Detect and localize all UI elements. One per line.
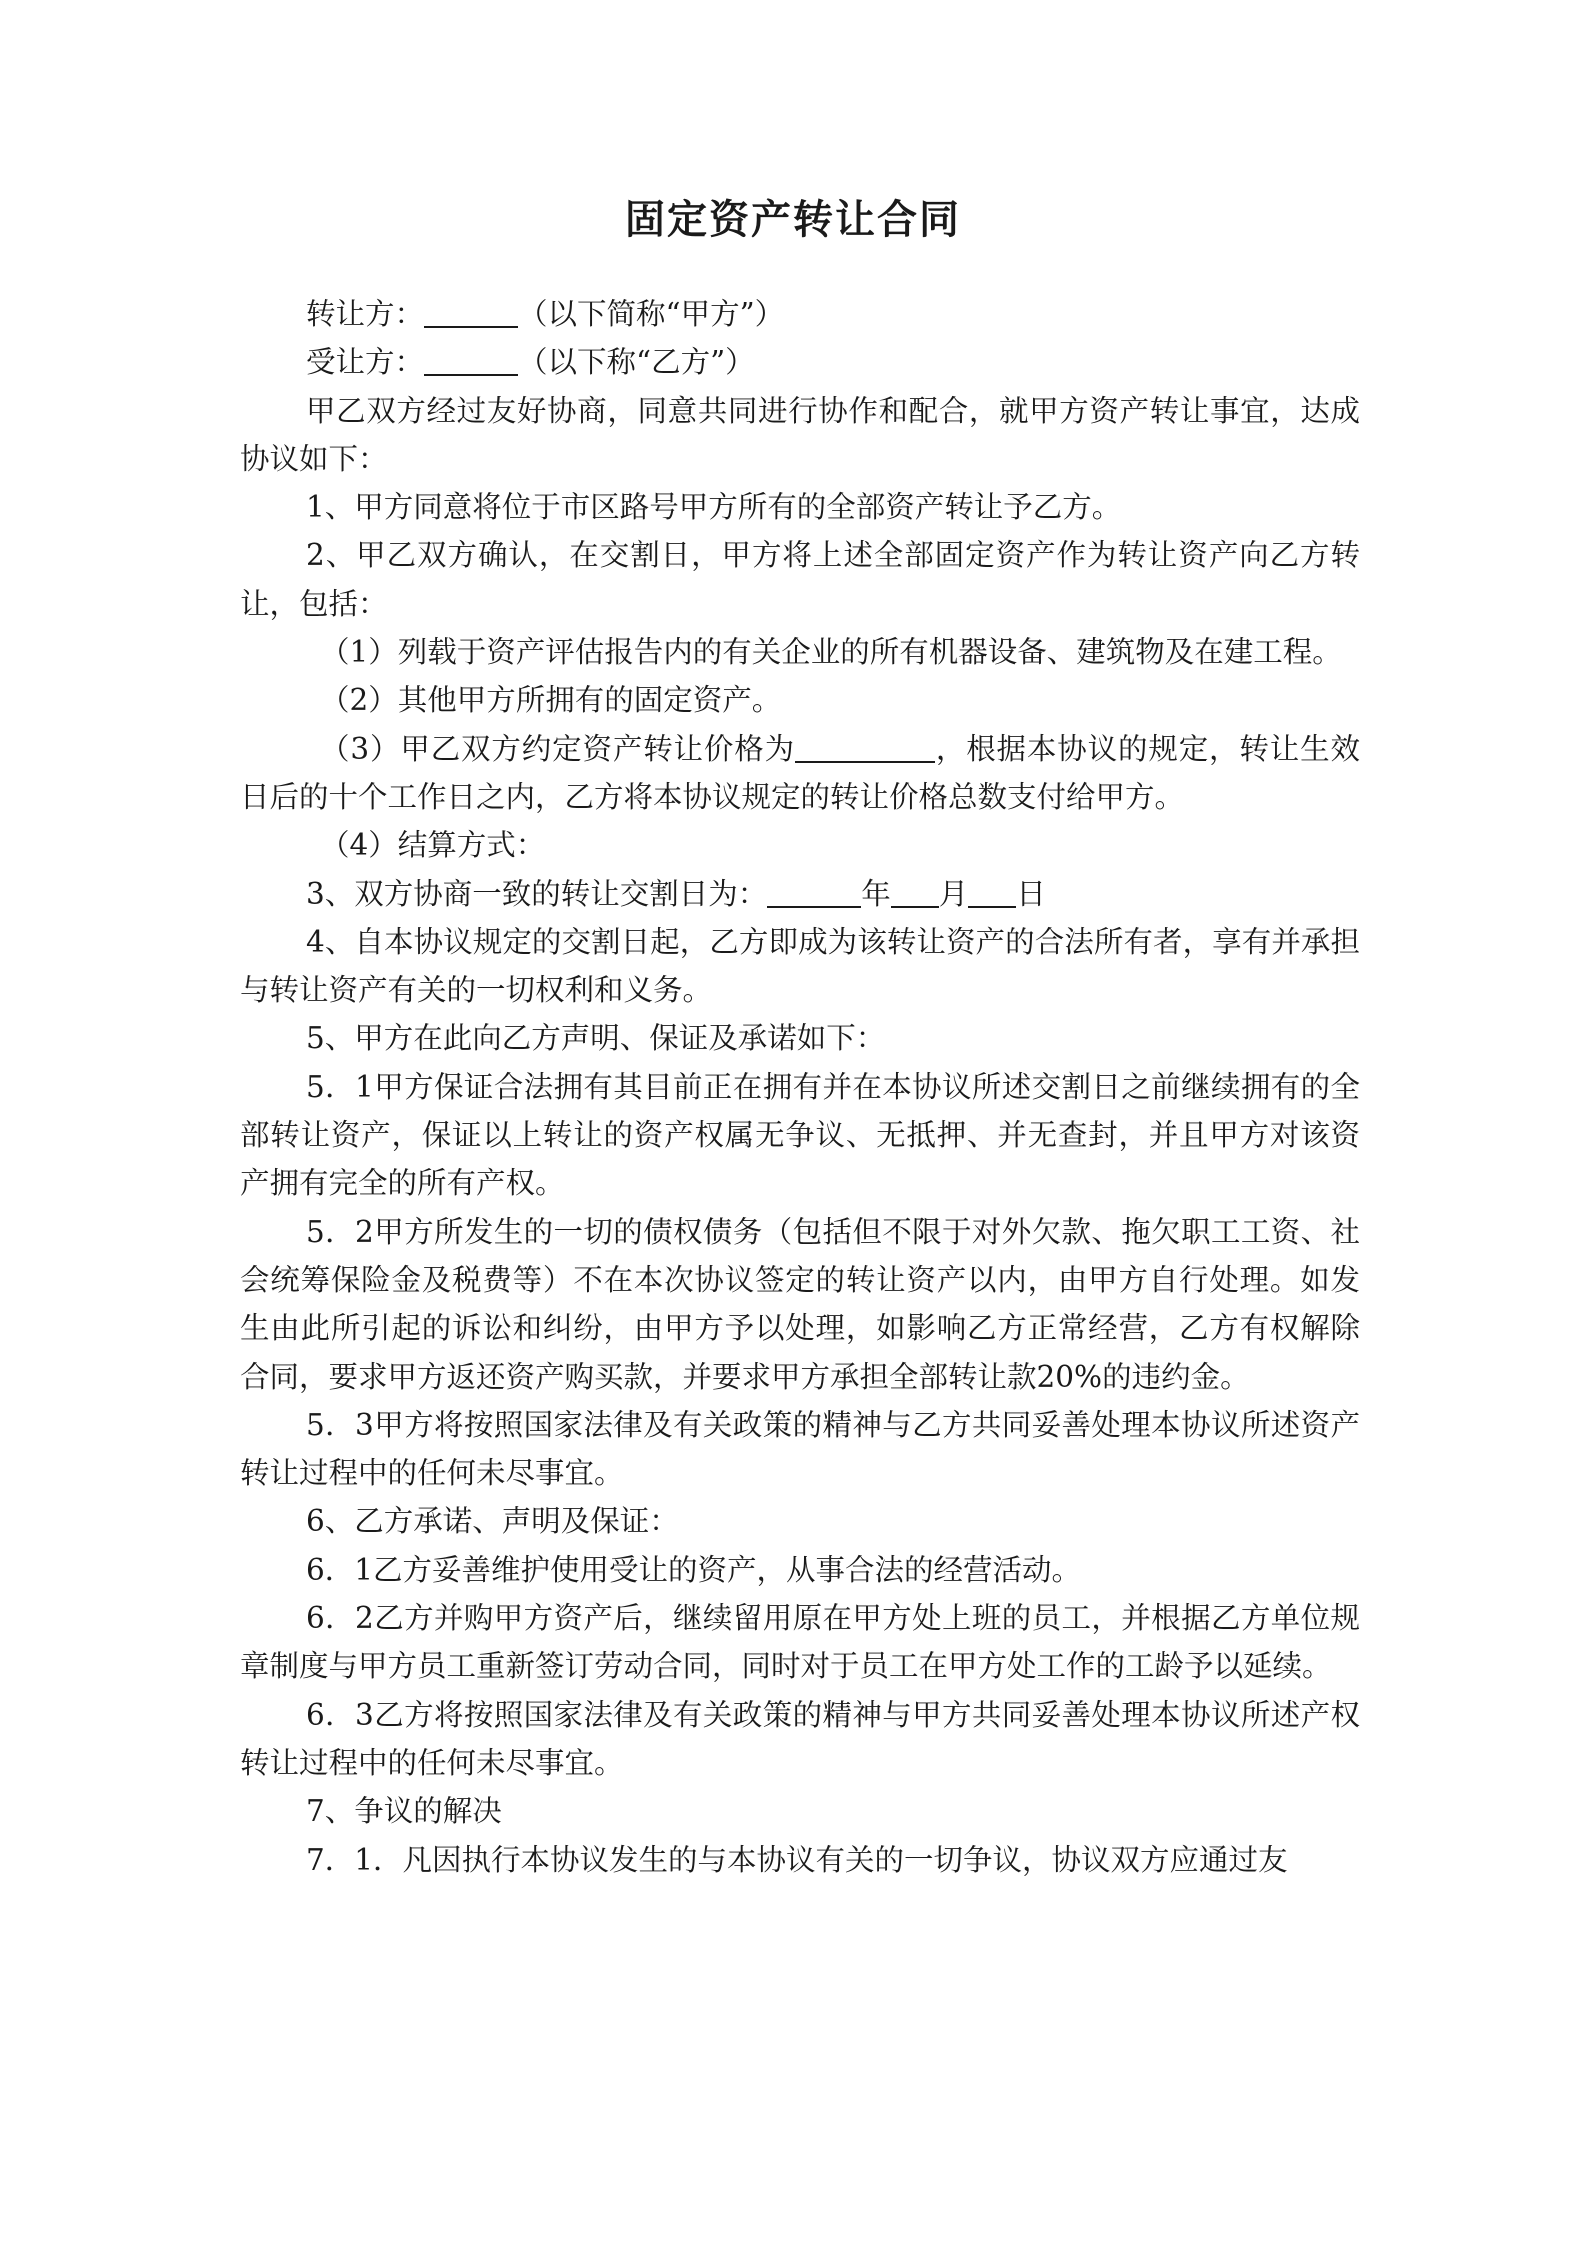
- clause-2-1: （1）列载于资产评估报告内的有关企业的所有机器设备、建筑物及在建工程。: [320, 635, 1342, 670]
- transferee-label: 受让方：: [306, 345, 425, 380]
- transferee-line: [240, 338, 1360, 386]
- transferor-label: 转让方：: [306, 297, 425, 331]
- clause-2-4: （4）结算方式：: [320, 828, 546, 863]
- clause-3: [240, 870, 1360, 918]
- day-label: 日: [1016, 876, 1046, 911]
- clause-6-1: 6．1乙方妥善维护使用受让的资产，从事合法的经营活动。: [306, 1552, 1082, 1587]
- clause-2-3: [240, 725, 1360, 822]
- day-blank: [968, 873, 1016, 907]
- clause-4: 4、自本协议规定的交割日起，乙方即成为该转让资产的合法所有者，享有并承担与转让资产有关的一切权利和义务。: [240, 924, 1360, 1008]
- clause-6-3: 6．3乙方将按照国家法律及有关政策的精神与甲方共同妥善处理本协议所述产权转让过程中的任何未尽事宜。: [240, 1697, 1360, 1780]
- transferor-line: [240, 290, 1360, 338]
- clause-7-1: 7．1．凡因执行本协议发生的与本协议有关的一切争议，协议双方应通过友: [306, 1842, 1288, 1877]
- clause-6: 6、乙方承诺、声明及保证：: [306, 1504, 679, 1539]
- clause-2-3-suffix: ，根据本协议的规定，转让生效日后的十个工作日之内，乙方将本协议规定的转让价格总数支付给甲方。: [240, 731, 1360, 814]
- clause-6-2: 6．2乙方并购甲方资产后，继续留用原在甲方处上班的员工，并根据乙方单位规章制度与甲方员工重新签订劳动合同，同时对于员工在甲方处工作的工龄予以延续。: [240, 1601, 1360, 1684]
- transferee-suffix: （以下称“乙方”）: [518, 345, 755, 380]
- year-blank: [767, 873, 861, 907]
- intro-paragraph: 甲乙双方经过友好协商，同意共同进行协作和配合，就甲方资产转让事宜，达成协议如下：: [240, 393, 1360, 476]
- month-blank: [891, 873, 939, 907]
- clause-2-3-prefix: （3）甲乙双方约定资产转让价格为: [320, 731, 795, 766]
- clause-5-1: 5．1甲方保证合法拥有其目前正在拥有并在本协议所述交割日之前继续拥有的全部转让资产，保证以上转让的资产权属无争议、无抵押、并无查封，并且甲方对该资产拥有完全的所有产权。: [240, 1069, 1360, 1201]
- document-title: 固定资产转让合同: [625, 196, 961, 243]
- clause-1: 1、甲方同意将位于市区路号甲方所有的全部资产转让予乙方。: [306, 490, 1122, 525]
- clause-5-3: 5．3甲方将按照国家法律及有关政策的精神与乙方共同妥善处理本协议所述资产转让过程中的任何未尽事宜。: [240, 1407, 1360, 1491]
- document-body: [240, 290, 1360, 1884]
- price-blank: [795, 728, 935, 762]
- transferor-blank: [424, 294, 518, 328]
- clause-5-2: 5．2甲方所发生的一切的债权债务（包括但不限于对外欠款、拖欠职工工资、社会统筹保险金及税费等）不在本次协议签定的转让资产以内，由甲方自行处理。如发生由此所引起的诉讼和纠纷，由甲方予以处理，如影响乙方正常经营，乙方有权解除合同，要求甲方返还资产购买款，并要求甲方承担全部转让款20%的违约金。: [240, 1214, 1360, 1394]
- clause-2-2: （2）其他甲方所拥有的固定资产。: [320, 683, 782, 718]
- transferee-blank: [424, 342, 518, 376]
- clause-2: 2、甲乙双方确认，在交割日，甲方将上述全部固定资产作为转让资产向乙方转让，包括：: [240, 538, 1360, 621]
- clause-3-prefix: 3、双方协商一致的转让交割日为：: [306, 876, 768, 911]
- transferor-suffix: （以下简称“甲方”）: [518, 297, 785, 331]
- month-label: 月: [938, 876, 969, 911]
- year-label: 年: [861, 876, 891, 911]
- clause-7: 7、争议的解决: [306, 1794, 502, 1829]
- clause-5: 5、甲方在此向乙方声明、保证及承诺如下：: [306, 1021, 886, 1056]
